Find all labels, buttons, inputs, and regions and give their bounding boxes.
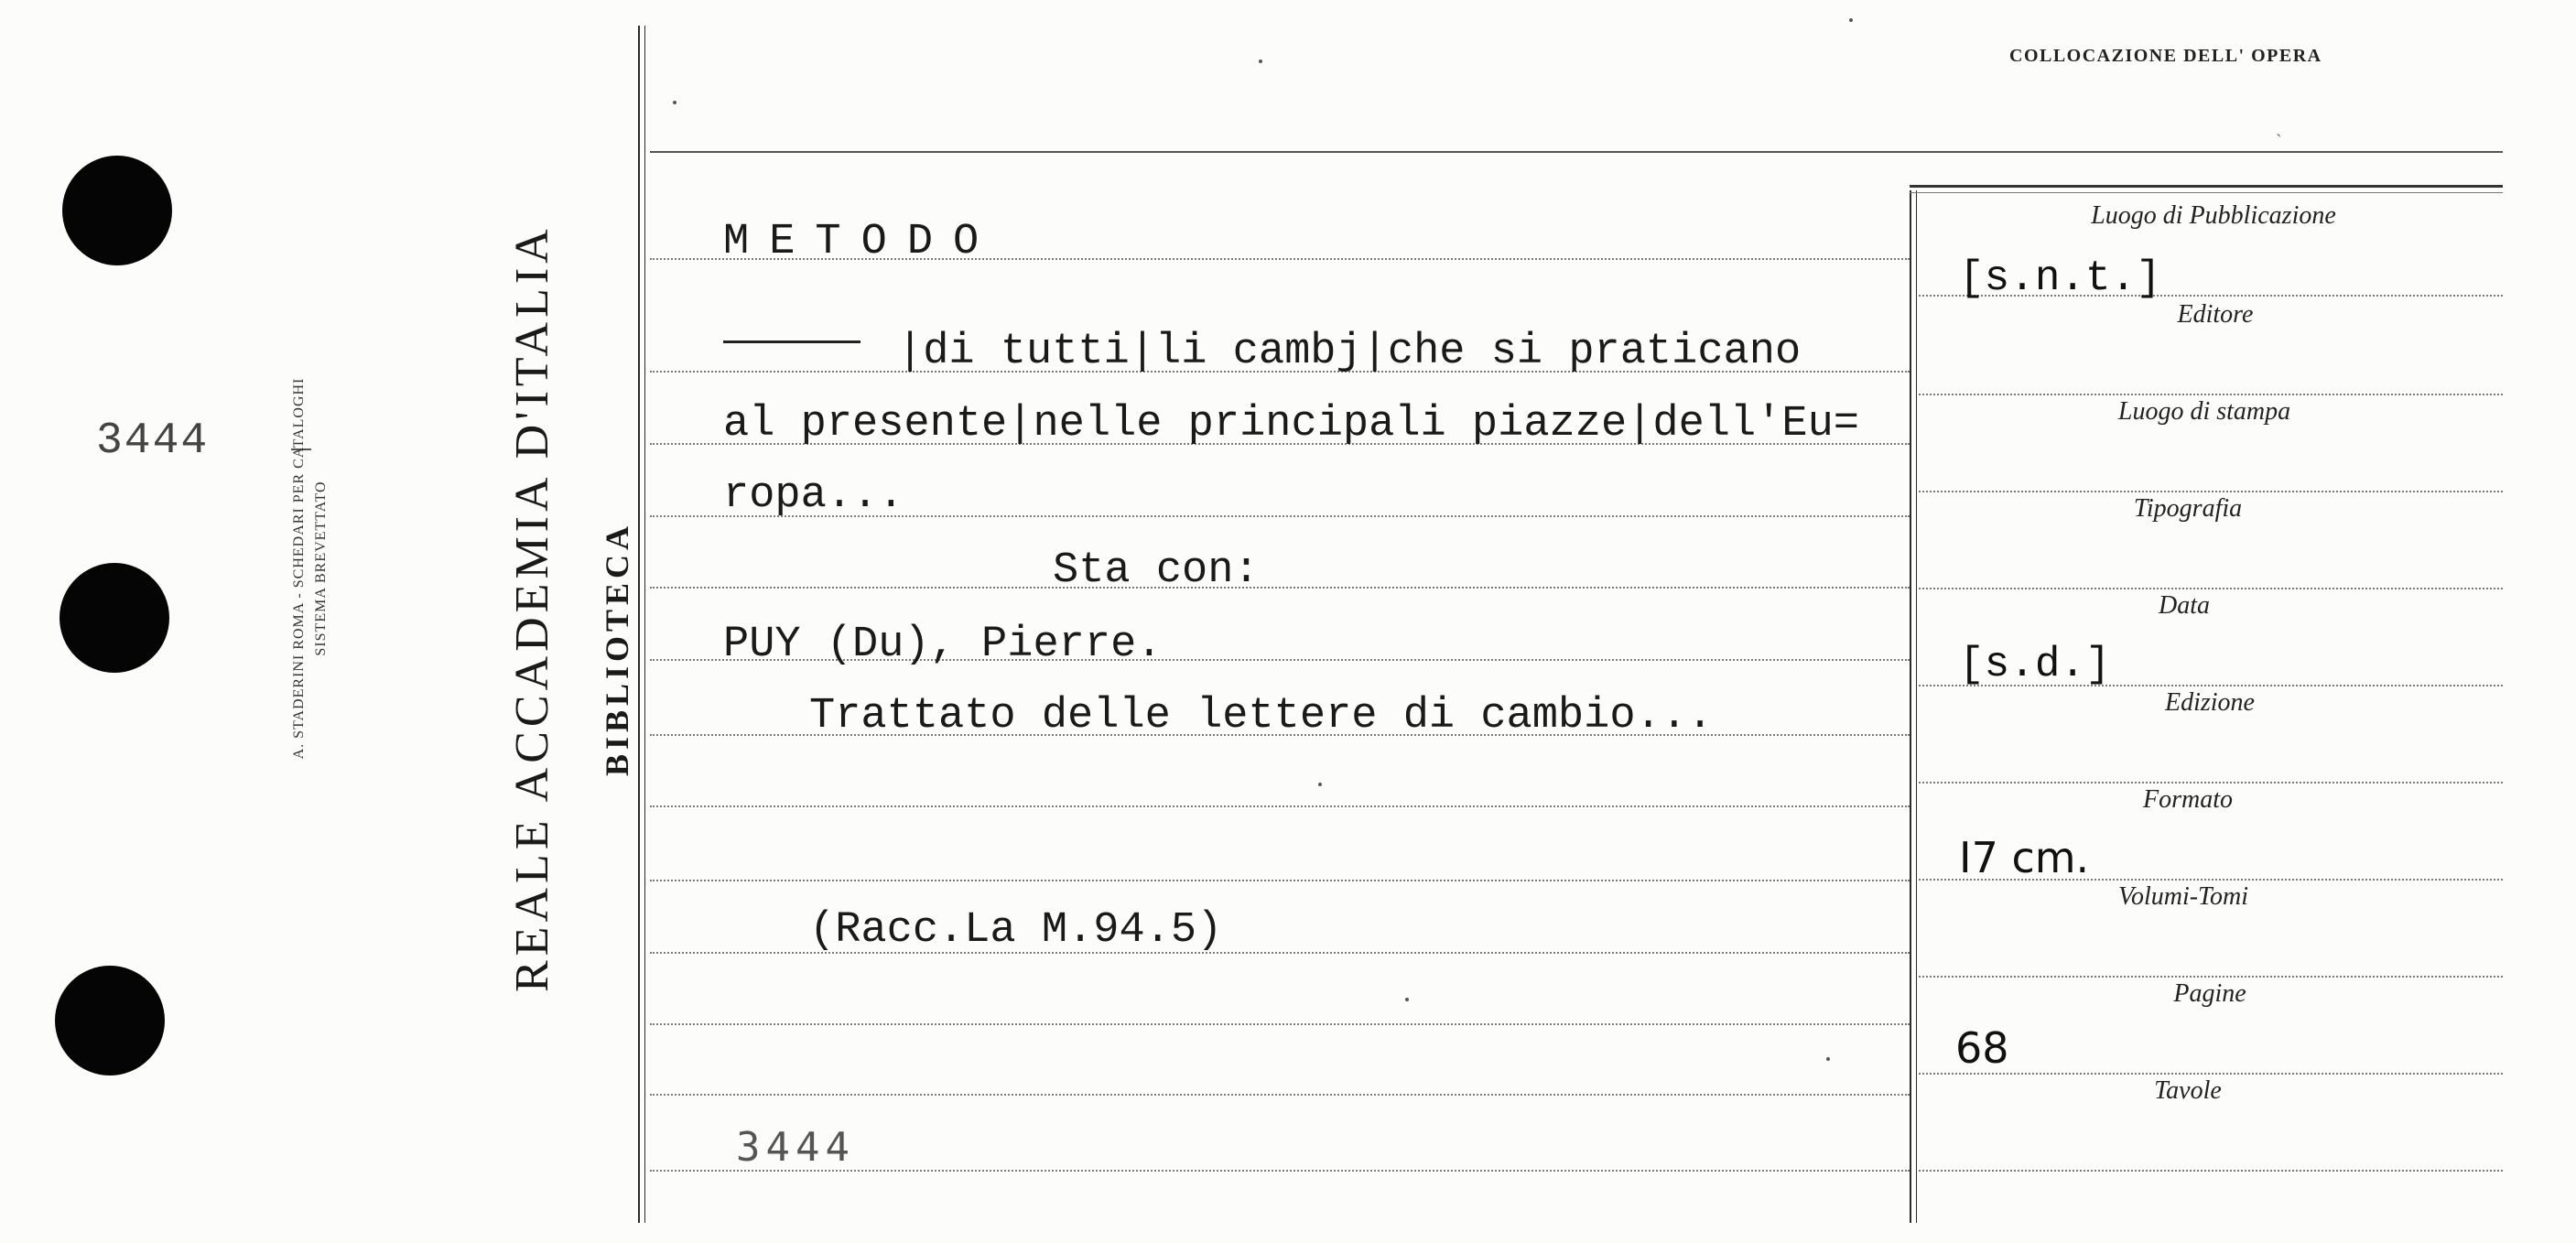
punch-hole-bottom — [55, 966, 165, 1075]
paper-speck — [1849, 18, 1853, 22]
rule-line — [650, 805, 1910, 807]
field-label-edizione: Edizione — [2165, 688, 2255, 717]
field-label-tavole: Tavole — [2154, 1076, 2222, 1105]
field-rule — [1919, 976, 2503, 978]
card-number: 3444 — [736, 1124, 855, 1171]
rule-line — [650, 587, 1910, 589]
field-label-tipografia: Tipografia — [2133, 494, 2243, 523]
left-border-inner — [644, 26, 645, 1223]
printer-line: A. STADERINI ROMA - SCHEDARI PER CATALOGHI — [291, 377, 307, 760]
entry-line: |di tutti|li cambj|che si praticano — [897, 328, 1802, 376]
field-value-data: [s.d.] — [1959, 641, 2111, 688]
field-label-pagine: Pagine — [2173, 979, 2246, 1008]
field-rule — [1919, 491, 2503, 492]
printer-line: SISTEMA BREVETTATO — [313, 481, 329, 656]
field-label-data: Data — [2159, 591, 2210, 620]
related-title-line: Trattato delle lettere di cambio... — [809, 692, 1714, 740]
entry-line: al presente|nelle principali piazze|dell'Eu= — [723, 400, 1860, 449]
printer-imprint — [288, 367, 334, 770]
paper-speck — [1405, 998, 1409, 1001]
entry-line: ropa... — [723, 471, 904, 520]
column-divider — [1910, 190, 1911, 1223]
paper-speck — [1259, 59, 1262, 63]
right-column-top-rule-thin — [1910, 192, 2503, 193]
author-line: PUY (Du), Pierre. — [723, 621, 1163, 669]
paper-speck — [1318, 783, 1322, 786]
paper-speck — [673, 101, 676, 104]
rule-top — [650, 151, 2503, 153]
rule-line — [650, 1094, 1910, 1096]
field-label-luogo-stampa: Luogo di stampa — [2117, 397, 2291, 426]
institution-name: REALE ACCADEMIA D'ITALIA — [506, 224, 558, 992]
field-label-formato: Formato — [2143, 785, 2233, 814]
left-border — [638, 26, 640, 1223]
bound-with-label: Sta con: — [1053, 546, 1260, 595]
right-column-top-rule — [1910, 185, 2503, 188]
rule-line — [650, 1023, 1910, 1025]
shelfmark-line: (Racc.La M.94.5) — [809, 906, 1223, 955]
field-value-pagine: 68 — [1955, 1023, 2009, 1073]
entry-title: METODO — [723, 218, 1000, 266]
paper-speck — [1826, 1057, 1830, 1061]
field-label-editore: Editore — [2177, 300, 2254, 329]
rule-line — [650, 880, 1910, 881]
title-repeat-dash — [723, 340, 860, 343]
column-divider-inner — [1916, 190, 1917, 1223]
field-rule — [1919, 1170, 2503, 1172]
field-rule — [1919, 1073, 2503, 1075]
field-label-luogo-pubblicazione: Luogo di Pubblicazione — [2091, 201, 2336, 230]
field-label-volumi-tomi: Volumi-Tomi — [2117, 882, 2249, 911]
punch-hole-middle — [60, 563, 169, 673]
punch-hole-top — [62, 156, 172, 265]
field-rule — [1919, 782, 2503, 784]
field-rule — [1919, 588, 2503, 589]
field-rule — [1919, 394, 2503, 395]
field-value-formato: I7 cm. — [1959, 833, 2090, 882]
header-mark: ˎ — [2276, 117, 2282, 137]
field-value-luogo-pubblicazione: [s.n.t.] — [1959, 254, 2161, 302]
margin-stamp-number: 3444 — [96, 416, 210, 466]
collocation-header: COLLOCAZIONE DELL' OPERA — [2009, 46, 2322, 66]
library-name: BIBLIOTECA — [599, 521, 635, 777]
